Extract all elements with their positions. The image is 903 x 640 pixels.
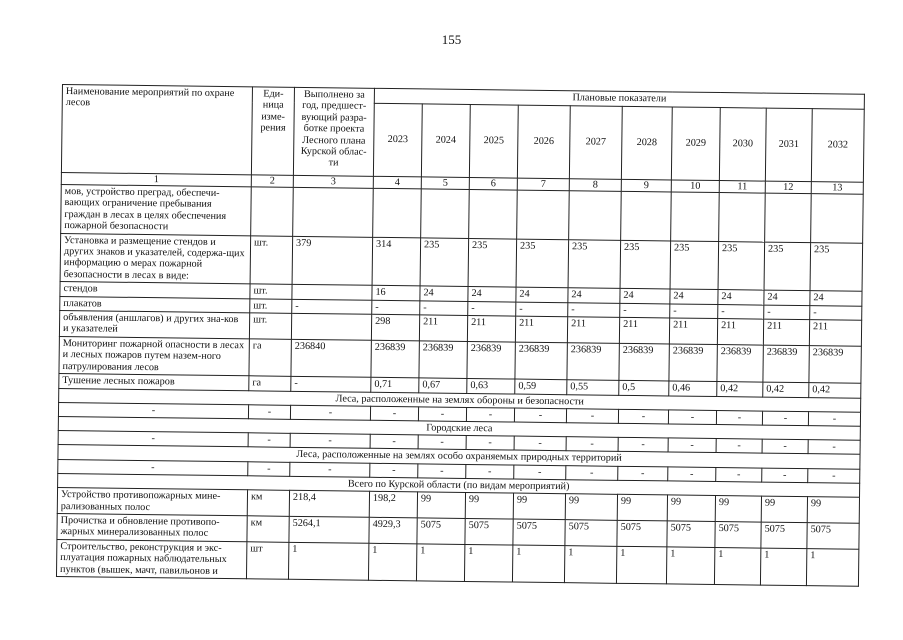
value-cell: 211 — [515, 316, 567, 342]
value-cell: 235 — [620, 240, 671, 289]
done-cell — [293, 187, 374, 237]
value-cell: 99 — [565, 494, 617, 520]
measure-name: мов, устройство преград, обеспечи-вающих ограничение пребывания граждан в лесах в целях обеспечения пожарной безопасности — [61, 184, 252, 235]
value-cell: - — [620, 303, 670, 318]
column-number: 10 — [671, 180, 719, 193]
header-name: Наименование мероприятий по охране лесов — [61, 85, 252, 175]
dash-cell: - — [514, 465, 566, 480]
value-cell — [719, 193, 766, 242]
dash-cell: - — [248, 405, 290, 420]
value-cell: - — [670, 304, 718, 319]
column-number: 9 — [621, 179, 671, 192]
value-cell: 235 — [810, 242, 863, 291]
done-cell: 236840 — [291, 339, 371, 377]
dash-cell: - — [566, 409, 618, 424]
value-cell: 5075 — [465, 518, 513, 544]
year-header: 2025 — [469, 104, 518, 178]
value-cell — [811, 194, 864, 243]
dash-cell: - — [466, 464, 514, 479]
dash-cell: - — [290, 462, 370, 477]
value-cell: 99 — [617, 494, 667, 520]
value-cell: 0,42 — [717, 382, 763, 397]
value-cell: 4929,3 — [369, 517, 417, 543]
value-cell — [421, 189, 470, 238]
done-cell: 379 — [292, 236, 373, 286]
dash-cell: - — [58, 459, 248, 475]
dash-cell: - — [370, 406, 418, 421]
dash-cell: - — [618, 466, 668, 481]
value-cell: 99 — [667, 495, 715, 521]
column-number: 5 — [421, 177, 469, 190]
dash-cell: - — [762, 411, 808, 426]
value-cell: - — [764, 305, 810, 320]
value-cell: 198,2 — [369, 491, 417, 517]
forest-protection-table — [56, 84, 865, 587]
value-cell: 235 — [764, 242, 811, 291]
value-cell: 236839 — [515, 342, 567, 380]
dash-cell: - — [762, 468, 808, 483]
value-cell: - — [568, 302, 620, 317]
measure-name: Тушение лесных пожаров — [59, 374, 249, 391]
dash-cell: - — [418, 464, 466, 479]
column-number: 11 — [719, 181, 765, 194]
unit-cell: шт — [246, 542, 288, 580]
dash-cell: - — [514, 408, 566, 423]
value-cell: 5075 — [807, 523, 859, 549]
value-cell: 1 — [464, 544, 512, 582]
unit-cell — [251, 187, 294, 236]
value-cell: 1 — [616, 546, 666, 584]
value-cell: 235 — [420, 238, 469, 287]
dash-cell: - — [668, 467, 716, 482]
value-cell: 236839 — [467, 341, 515, 379]
dash-cell: - — [716, 439, 762, 454]
value-cell: 5075 — [761, 522, 807, 548]
column-number: 6 — [469, 177, 517, 190]
header-planned: Плановые показатели — [374, 88, 864, 109]
value-cell: 1 — [564, 545, 616, 583]
measure-name: стендов — [60, 282, 250, 299]
year-header: 2031 — [765, 108, 812, 182]
measure-name: объявления (аншлагов) и других зна-ков и указателей — [59, 311, 249, 339]
value-cell: 0,55 — [567, 380, 619, 395]
dash-cell: - — [466, 436, 514, 451]
done-cell — [292, 285, 372, 300]
value-cell: 235 — [670, 241, 719, 290]
value-cell: 0,63 — [467, 379, 515, 394]
measure-name: плакатов — [60, 296, 250, 313]
value-cell: 236839 — [669, 344, 717, 382]
unit-cell: шт. — [250, 284, 292, 299]
value-cell: - — [468, 301, 516, 316]
value-cell: 0,42 — [809, 383, 861, 398]
value-cell: 211 — [567, 317, 619, 343]
value-cell — [373, 188, 422, 237]
value-cell: 211 — [809, 320, 861, 346]
dash-cell: - — [370, 435, 418, 450]
dash-cell: - — [466, 407, 514, 422]
unit-cell: га — [249, 339, 291, 377]
value-cell: - — [810, 305, 862, 320]
value-cell: - — [420, 301, 468, 316]
year-header: 2024 — [421, 104, 470, 178]
value-cell: 236839 — [763, 345, 809, 383]
value-cell: 99 — [715, 496, 761, 522]
done-cell — [291, 313, 371, 340]
table-body-sections — [58, 388, 861, 497]
value-cell: 24 — [718, 290, 764, 305]
dash-cell: - — [566, 437, 618, 452]
dash-cell: - — [290, 434, 370, 449]
year-header: 2023 — [373, 103, 422, 177]
value-cell: 211 — [467, 316, 515, 342]
dash-cell: - — [808, 468, 860, 483]
done-cell: 5264,1 — [289, 516, 369, 543]
year-header: 2032 — [811, 109, 864, 183]
value-cell: 0,71 — [371, 377, 419, 392]
value-cell: 236839 — [419, 341, 467, 379]
value-cell: 0,46 — [669, 381, 717, 396]
value-cell: 235 — [468, 238, 517, 287]
year-header: 2028 — [621, 106, 672, 180]
dash-cell: - — [58, 431, 248, 447]
value-cell: 24 — [468, 287, 516, 302]
value-cell: 99 — [417, 492, 465, 518]
value-cell: 1 — [512, 545, 564, 583]
dash-cell: - — [618, 409, 668, 424]
unit-cell: км — [247, 516, 289, 542]
value-cell: 16 — [372, 286, 420, 301]
value-cell: 236839 — [371, 340, 419, 378]
value-cell: 5075 — [667, 521, 715, 547]
column-number: 12 — [765, 181, 811, 194]
value-cell: 24 — [810, 291, 862, 306]
column-number: 4 — [373, 176, 421, 189]
value-cell: 236839 — [567, 343, 619, 381]
value-cell: 0,42 — [763, 382, 809, 397]
value-cell: 1 — [806, 548, 859, 586]
value-cell: 314 — [372, 237, 421, 286]
dash-cell: - — [668, 438, 716, 453]
dash-cell: - — [566, 465, 618, 480]
done-cell: 1 — [288, 542, 368, 580]
measure-name: Строительство, реконструкция и экс-плуатация пожарных наблюдательных пунктов (вышек, мачт, павильонов и — [56, 539, 246, 579]
value-cell: 5075 — [565, 520, 617, 546]
value-cell: 1 — [368, 543, 416, 581]
measure-name: Прочистка и обновление противопо-жарных минерализованных полос — [57, 513, 247, 541]
value-cell: 5075 — [513, 519, 565, 545]
dash-cell: - — [808, 440, 860, 455]
dash-cell: - — [290, 405, 370, 420]
value-cell — [765, 193, 812, 242]
done-cell: - — [291, 376, 371, 391]
value-cell: 211 — [669, 318, 717, 344]
unit-cell: шт. — [249, 313, 291, 339]
value-cell: - — [516, 302, 568, 317]
measure-name: Мониторинг пожарной опасности в лесах и лесных пожаров путем назем-ного патрулирования лесов — [59, 336, 249, 376]
dash-cell: - — [716, 467, 762, 482]
value-cell: 99 — [761, 496, 807, 522]
column-number: 3 — [293, 175, 373, 188]
value-cell: 235 — [718, 241, 765, 290]
value-cell: 24 — [516, 287, 568, 302]
value-cell: 5075 — [715, 521, 761, 547]
value-cell — [569, 191, 622, 240]
value-cell: - — [718, 304, 764, 319]
value-cell: 1 — [416, 544, 464, 582]
value-cell: 1 — [666, 547, 714, 585]
year-header: 2026 — [517, 105, 570, 179]
value-cell — [517, 190, 570, 239]
dash-cell: - — [618, 438, 668, 453]
unit-cell: га — [249, 376, 291, 391]
value-cell — [621, 191, 672, 240]
value-cell: 236839 — [619, 343, 669, 381]
value-cell: - — [372, 300, 420, 315]
dash-cell: - — [418, 407, 466, 422]
dash-cell: - — [370, 463, 418, 478]
value-cell: 24 — [620, 289, 670, 304]
value-cell: 24 — [670, 289, 718, 304]
column-number: 1 — [61, 172, 251, 186]
value-cell: 298 — [371, 314, 419, 340]
value-cell: 24 — [568, 288, 620, 303]
year-header: 2030 — [719, 108, 766, 182]
value-cell — [671, 192, 720, 241]
value-cell: 211 — [717, 319, 763, 345]
done-cell: - — [292, 299, 372, 314]
value-cell: 24 — [764, 290, 810, 305]
year-header: 2029 — [671, 107, 720, 181]
section-title: Леса, расположенные на землях обороны и безопасности — [59, 388, 861, 412]
dash-cell: - — [248, 462, 290, 477]
column-number: 8 — [569, 179, 621, 192]
value-cell: 235 — [516, 239, 569, 288]
done-cell: 218,4 — [289, 490, 369, 517]
value-cell: 211 — [763, 319, 809, 345]
value-cell: 99 — [513, 493, 565, 519]
measure-name: Устройство противопожарных мине-рализованных полос — [57, 488, 247, 516]
dash-cell: - — [418, 435, 466, 450]
value-cell: 1 — [760, 548, 806, 586]
section-title: Леса, расположенные на землях особо охраняемых природных территорий — [58, 445, 860, 469]
header-unit: Еди-ница изме-рения — [251, 87, 294, 176]
value-cell: 99 — [807, 497, 859, 523]
header-done: Выполнено за год, предшест-вующий разра-ботке проекта Лесного плана Курской облас-ти — [293, 87, 374, 176]
value-cell: 0,5 — [619, 380, 669, 395]
value-cell: 211 — [619, 317, 669, 343]
table-body-totals — [56, 488, 859, 587]
dash-cell: - — [514, 436, 566, 451]
value-cell — [469, 189, 518, 238]
value-cell: 99 — [465, 493, 513, 519]
column-number: 2 — [251, 175, 293, 188]
value-cell: 236839 — [717, 344, 763, 382]
measure-name: Установка и размещение стендов и других знаков и указателей, содержа-щих информацию о мерах пожарной безопасности в лесах в виде: — [60, 233, 251, 284]
dash-cell: - — [58, 402, 248, 418]
value-cell: 5075 — [417, 518, 465, 544]
dash-cell: - — [668, 410, 716, 425]
section-title: Городские леса — [58, 416, 860, 440]
value-cell: 0,59 — [515, 379, 567, 394]
value-cell: 0,67 — [419, 378, 467, 393]
dash-cell: - — [716, 410, 762, 425]
page-number: 155 — [441, 32, 462, 47]
value-cell: 236839 — [809, 346, 862, 384]
unit-cell: шт. — [250, 235, 293, 284]
value-cell: 1 — [714, 547, 760, 585]
unit-cell: шт. — [250, 298, 292, 313]
table-body-measures — [59, 184, 864, 397]
value-cell: 24 — [420, 286, 468, 301]
value-cell: 211 — [419, 315, 467, 341]
unit-cell: км — [247, 490, 289, 516]
value-cell: 235 — [568, 239, 621, 288]
section-title: Всего по Курской области (по видам мероприятий) — [58, 473, 860, 497]
dash-cell: - — [248, 433, 290, 448]
dash-cell: - — [762, 439, 808, 454]
column-number: 7 — [517, 178, 569, 191]
value-cell: 5075 — [617, 520, 667, 546]
dash-cell: - — [808, 412, 860, 427]
year-header: 2027 — [569, 106, 622, 180]
column-number: 13 — [811, 182, 863, 195]
